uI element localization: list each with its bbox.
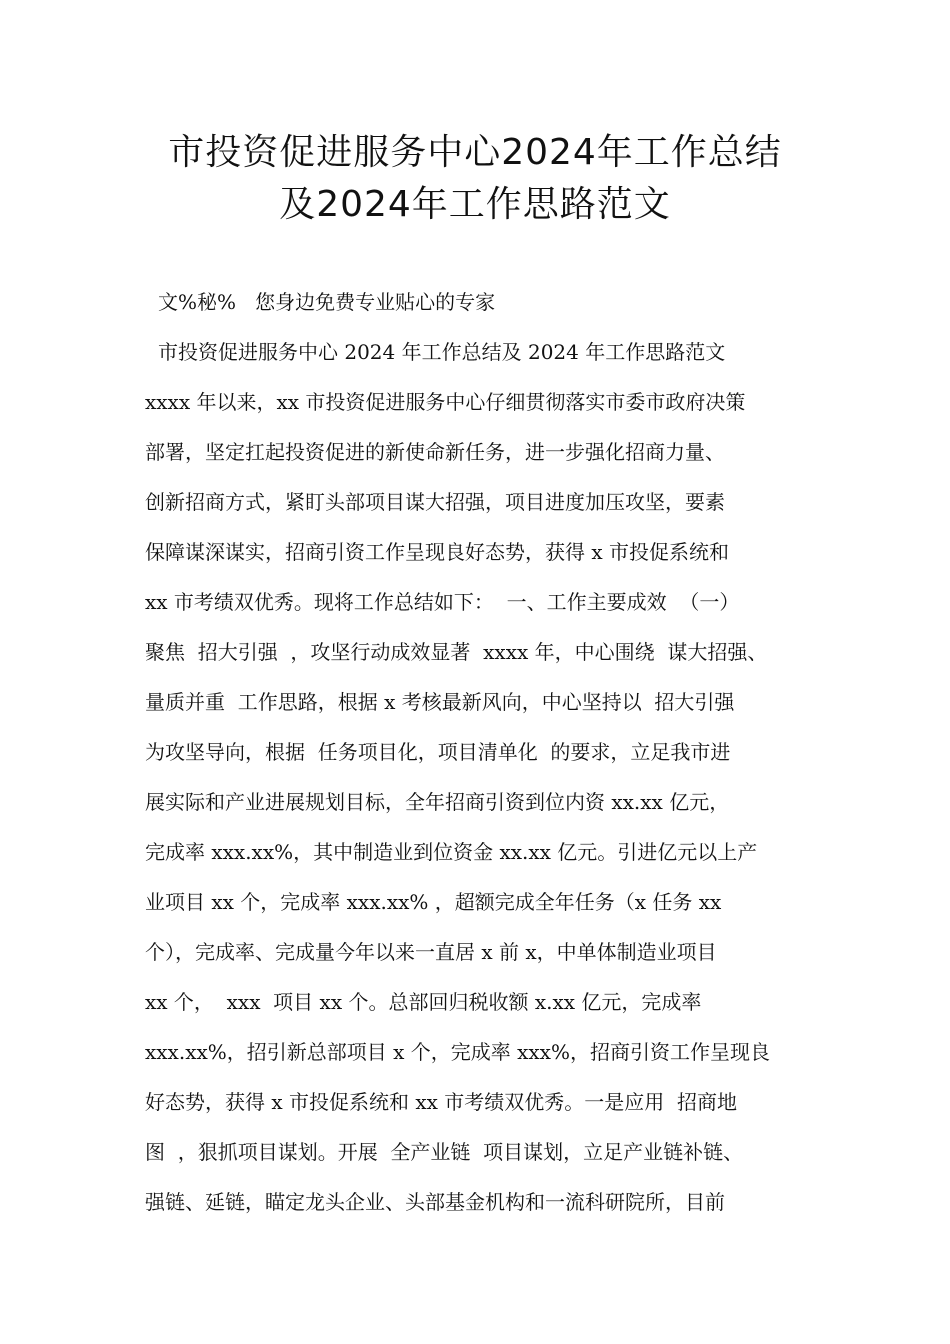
body-line: 个），完成率、完成量今年以来一直居 x 前 x，中单体制造业项目 [145,940,717,964]
tagline: 文%秘% 您身边免费专业贴心的专家 [158,290,496,314]
body-line: xxxx 年以来，xx 市投资促进服务中心仔细贯彻落实市委市政府决策 [145,390,746,414]
body-line: 为攻坚导向，根据 任务项目化，项目清单化 的要求，立足我市进 [145,740,731,764]
body-line: 创新招商方式，紧盯头部项目谋大招强，项目进度加压攻坚，要素 [145,490,725,514]
body-line: 业项目 xx 个，完成率 xxx.xx% ，超额完成全年任务（x 任务 xx [145,890,722,914]
body-line: 聚焦 招大引强 ，攻坚行动成效显著 xxxx 年，中心围绕 谋大招强、 [145,640,768,664]
body-line: 展实际和产业进展规划目标，全年招商引资到位内资 xx.xx 亿元， [145,790,730,814]
body-line: xxx.xx%，招引新总部项目 x 个，完成率 xxx%，招商引资工作呈现良 [145,1040,770,1064]
body-line: xx 个， xxx 项目 xx 个。总部回归税收额 x.xx 亿元，完成率 [145,990,702,1014]
body-line: 强链、延链，瞄定龙头企业、头部基金机构和一流科研院所，目前 [145,1190,725,1214]
body-line: 图 ，狠抓项目谋划。开展 全产业链 项目谋划，立足产业链补链、 [145,1140,744,1164]
body-line: 完成率 xxx.xx%，其中制造业到位资金 xx.xx 亿元。引进亿元以上产 [145,840,758,864]
body-line: 保障谋深谋实，招商引资工作呈现良好态势，获得 x 市投促系统和 [145,540,729,564]
body-line: 部署，坚定扛起投资促进的新使命新任务，进一步强化招商力量、 [145,440,725,464]
body-line: xx 市考绩双优秀。现将工作总结如下： 一、工作主要成效 （一） [145,590,740,614]
body-line: 好态势，获得 x 市投促系统和 xx 市考绩双优秀。一是应用 招商地 [145,1090,737,1114]
body-line: 市投资促进服务中心 2024 年工作总结及 2024 年工作思路范文 [158,340,726,364]
body-line: 量质并重 工作思路，根据 x 考核最新风向，中心坚持以 招大引强 [145,690,735,714]
document-title-line-1: 市投资促进服务中心2024年工作总结 [168,132,782,173]
document-title-line-2: 及2024年工作思路范文 [279,184,671,225]
